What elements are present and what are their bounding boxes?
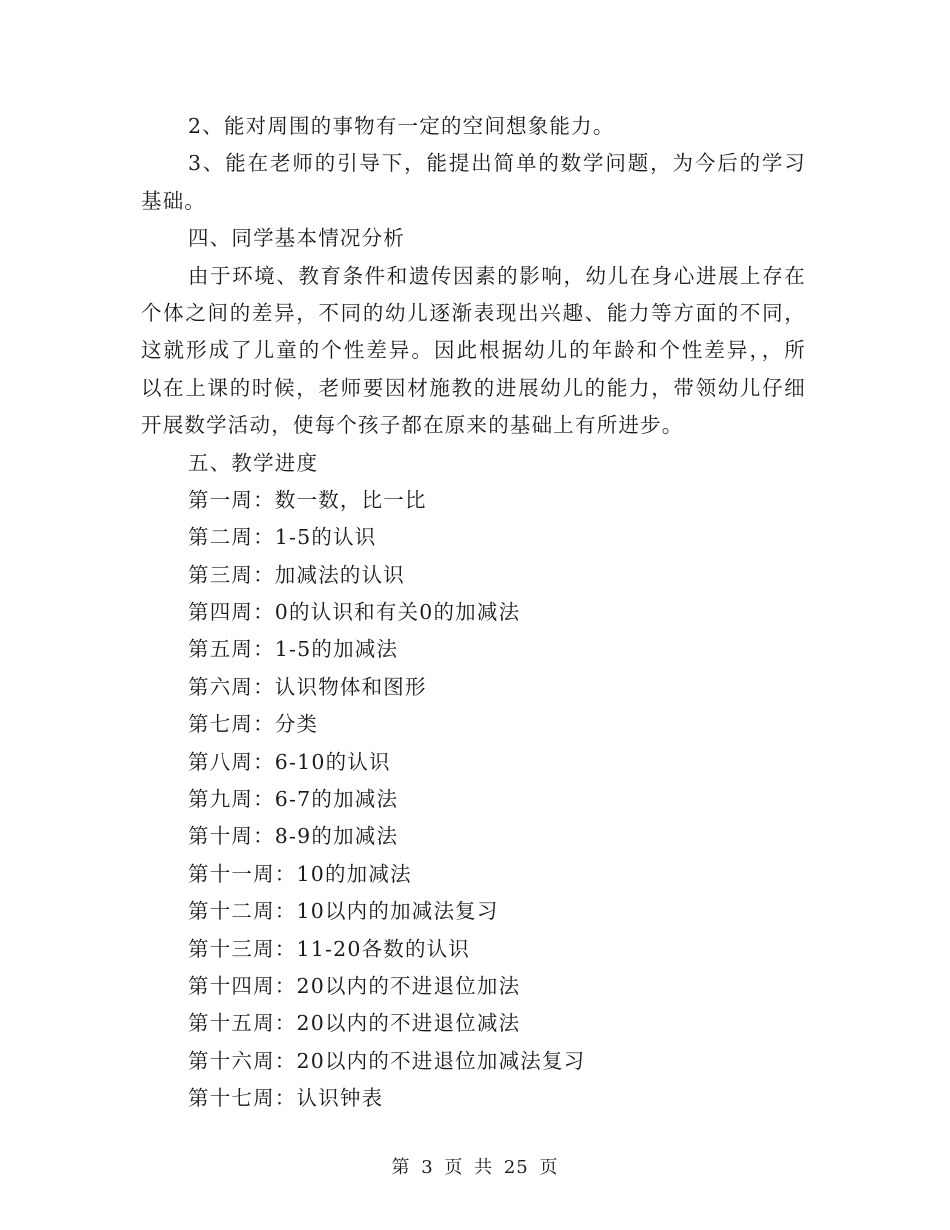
- text-line: 第十七周：认识钟表: [188, 1086, 384, 1111]
- text-line: 第九周：6-7的加减法: [188, 787, 399, 812]
- page-footer: 第 3 页 共 25 页: [391, 1157, 559, 1178]
- text-line: 第八周：6-10的认识: [188, 749, 391, 774]
- text-line: 五、教学进度: [188, 450, 319, 475]
- text-line: 以在上课的时候，老师要因材施教的进展幼儿的能力，带领幼儿仔细: [141, 375, 806, 400]
- text-line: 3、能在老师的引导下，能提出简单的数学问题，为今后的学习: [188, 151, 806, 176]
- text-line: 由于环境、教育条件和遗传因素的影响，幼儿在身心进展上存在: [188, 263, 806, 288]
- text-line: 第二周：1-5的认识: [188, 525, 377, 550]
- text-line: 第十四周：20以内的不进退位加法: [188, 973, 521, 998]
- text-line: 第十一周：10的加减法: [188, 861, 412, 886]
- text-line: 第十六周：20以内的不进退位加减法复习: [188, 1048, 586, 1073]
- text-line: 开展数学活动，使每个孩子都在原来的基础上有所进步。: [141, 413, 684, 438]
- text-line: 第十二周：10以内的加减法复习: [188, 899, 499, 924]
- text-line: 第一周：数一数，比一比: [188, 487, 427, 512]
- text-line: 第六周：认识物体和图形: [188, 674, 427, 699]
- text-line: 第七周：分类: [188, 712, 319, 737]
- text-line: 四、同学基本情况分析: [188, 226, 405, 251]
- text-line: 第十五周：20以内的不进退位减法: [188, 1011, 521, 1036]
- text-line: 第十三周：11-20各数的认识: [188, 936, 471, 961]
- text-line: 基础。: [141, 188, 207, 213]
- text-line: 第五周：1-5的加减法: [188, 637, 399, 662]
- text-line: 第四周：0的认识和有关0的加减法: [188, 600, 521, 625]
- text-line: 这就形成了儿童的个性差异。因此根据幼儿的年龄和个性差异，，所: [141, 338, 806, 363]
- text-line: 2、能对周围的事物有一定的空间想象能力。: [188, 114, 615, 138]
- text-line: 第十周：8-9的加减法: [188, 824, 399, 849]
- text-line: 个体之间的差异，不同的幼儿逐渐表现出兴趣、能力等方面的不同，: [141, 300, 806, 325]
- text-line: 第三周：加减法的认识: [188, 562, 405, 587]
- document-body: [141, 108, 806, 1118]
